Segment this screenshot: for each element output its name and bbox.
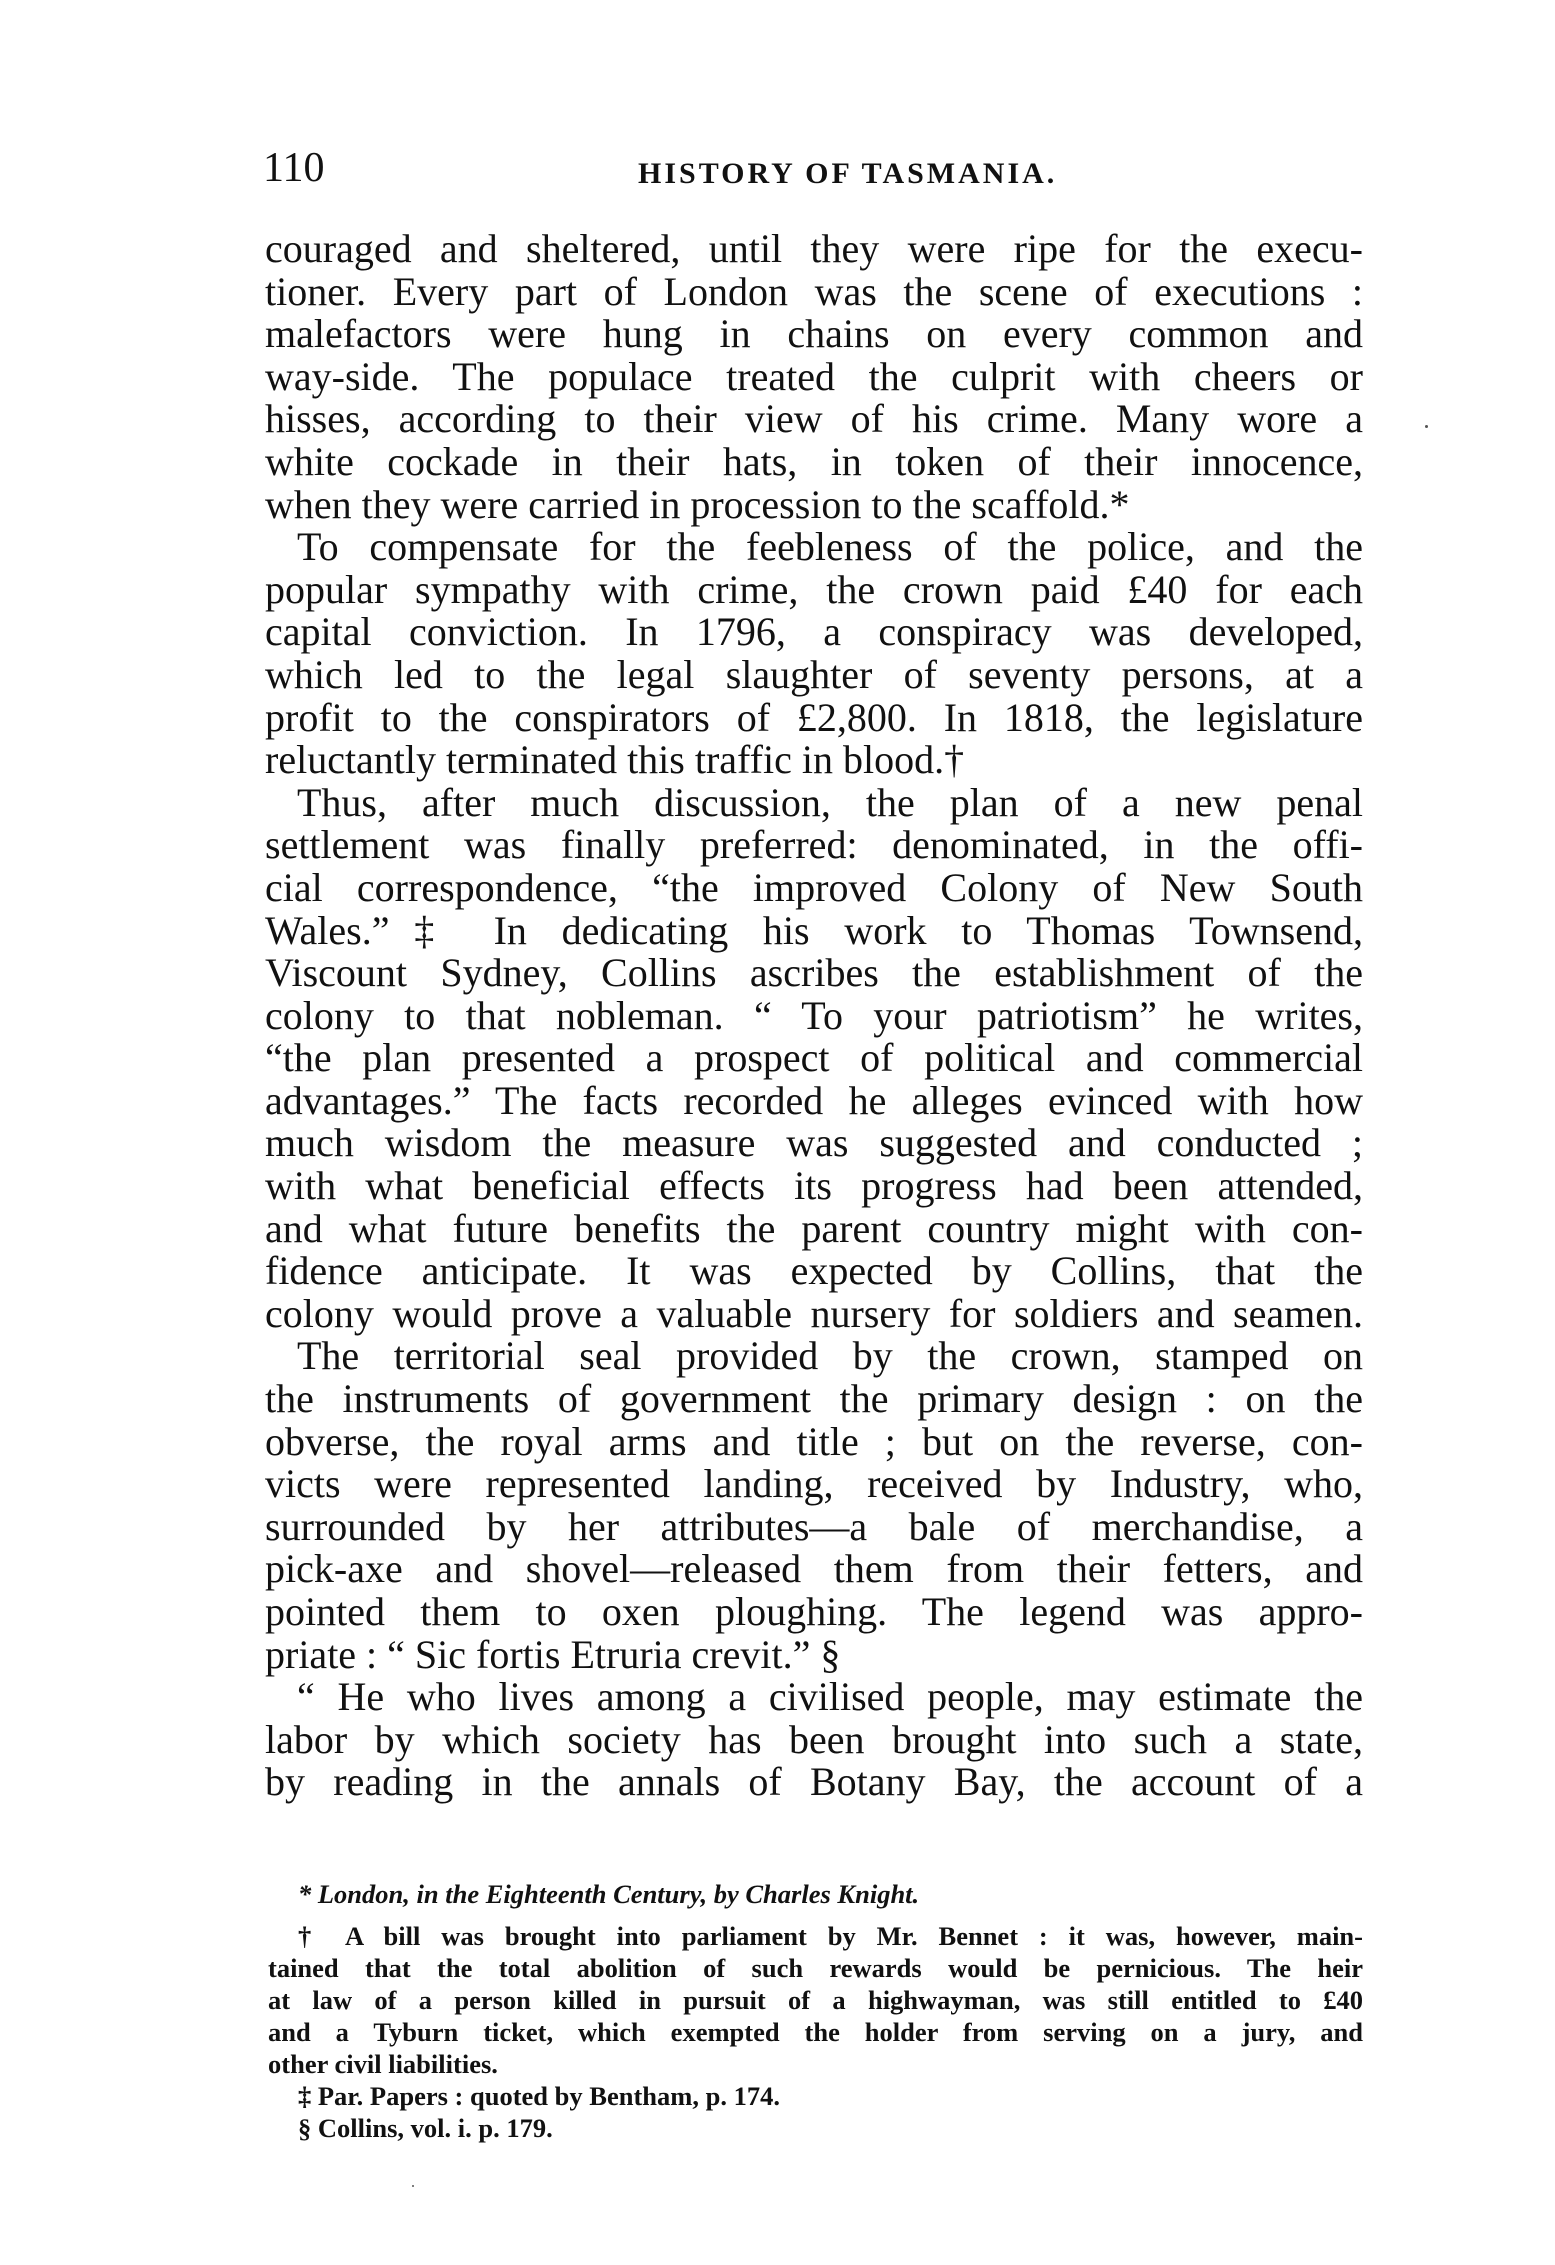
text-line: pick-axe and shovel—released them from their fetters, and <box>265 1546 1363 1592</box>
footnote-star: * London, in the Eighteenth Century, by Charles Knight. <box>298 1879 920 1909</box>
text-line: tioner. Every part of London was the scene of executions : <box>265 268 1363 314</box>
page-header <box>263 138 1363 198</box>
footnotes <box>268 1878 1363 2144</box>
paragraph-start: Thus, after much discussion, the plan of a new penal <box>297 779 1363 825</box>
text-line: way-side. The populace treated the culprit with cheers or <box>265 353 1363 399</box>
paper-speck <box>412 2185 414 2187</box>
text-line: white cockade in their hats, in token of their innocence, <box>265 438 1363 484</box>
paragraph-start: The territorial seal provided by the crown, stamped on <box>297 1333 1363 1379</box>
text-line: colony would prove a valuable nursery for soldiers and seamen. <box>265 1290 1363 1336</box>
text-line: popular sympathy with crime, the crown paid £40 for each <box>265 566 1363 612</box>
text-line: Viscount Sydney, Collins ascribes the establishment of the <box>265 950 1363 996</box>
text-line: and what future benefits the parent country might with con- <box>265 1205 1363 1251</box>
text-line: which led to the legal slaughter of seventy persons, at a <box>265 651 1363 697</box>
footnote-double-dagger: ‡ Par. Papers : quoted by Bentham, p. 174. <box>298 2081 780 2111</box>
text-line: surrounded by her attributes—a bale of merchandise, a <box>265 1503 1363 1549</box>
paragraph-start: “ He who lives among a civilised people, may estimate the <box>297 1674 1363 1720</box>
text-line: hisses, according to their view of his crime. Many wore a <box>265 396 1363 442</box>
text-line: “the plan presented a prospect of political and commercial <box>265 1035 1363 1081</box>
text-line: settlement was finally preferred: denominated, in the offi- <box>265 822 1363 868</box>
paper-speck <box>1425 425 1428 428</box>
text-line: obverse, the royal arms and title ; but on the reverse, con- <box>265 1418 1363 1464</box>
text-line: with what beneficial effects its progress had been attended, <box>265 1163 1363 1209</box>
text-line: colony to that nobleman. “ To your patriotism” he writes, <box>265 992 1363 1038</box>
running-title: HISTORY OF TASMANIA. <box>638 157 1058 190</box>
text-line: victs were represented landing, received by Industry, who, <box>265 1461 1363 1507</box>
paragraph-start: To compensate for the feebleness of the police, and the <box>297 524 1363 570</box>
footnote-dagger-cont: at law of a person killed in pursuit of a highwayman, was still entitled to £40 <box>268 1985 1363 2015</box>
text-line: couraged and sheltered, until they were ripe for the execu- <box>265 226 1363 271</box>
text-line: malefactors were hung in chains on every common and <box>265 311 1363 357</box>
text-line: the instruments of government the primary design : on the <box>265 1376 1363 1422</box>
text-line: reluctantly terminated this traffic in blood.† <box>265 737 965 783</box>
text-line: much wisdom the measure was suggested and conducted ; <box>265 1120 1363 1166</box>
footnote-dagger-cont: other civil liabilities. <box>268 2049 498 2079</box>
footnote-dagger-cont: and a Tyburn ticket, which exempted the holder from serving on a jury, and <box>268 2017 1363 2047</box>
text-line: Wales.”‡ In dedicating his work to Thomas Townsend, <box>265 907 1363 953</box>
text-line: labor by which society has been brought into such a state, <box>265 1716 1363 1762</box>
text-line: pointed them to oxen ploughing. The legend was appro- <box>265 1589 1363 1634</box>
text-line: advantages.” The facts recorded he alleges evinced with how <box>265 1077 1363 1123</box>
body-text <box>265 228 1363 1804</box>
text-line: capital conviction. In 1796, a conspiracy was developed, <box>265 609 1363 655</box>
page-number: 110 <box>263 145 325 191</box>
footnote-dagger-cont: tained that the total abolition of such rewards would be pernicious. The heir <box>268 1953 1363 1983</box>
text-line: profit to the conspirators of £2,800. In 1818, the legislature <box>265 694 1363 740</box>
text-line: cial correspondence, “the improved Colony of New South <box>265 864 1363 910</box>
text-line: fidence anticipate. It was expected by Collins, that the <box>265 1248 1363 1294</box>
footnote-dagger: † A bill was brought into parliament by Mr. Bennet : it was, however, main- <box>298 1921 1363 1951</box>
text-line: by reading in the annals of Botany Bay, the account of a <box>265 1759 1363 1805</box>
text-line: priate : “ Sic fortis Etruria crevit.” § <box>265 1631 841 1677</box>
text-line: when they were carried in procession to the scaffold.* <box>265 481 1130 527</box>
footnote-section: § Collins, vol. i. p. 179. <box>298 2113 553 2143</box>
